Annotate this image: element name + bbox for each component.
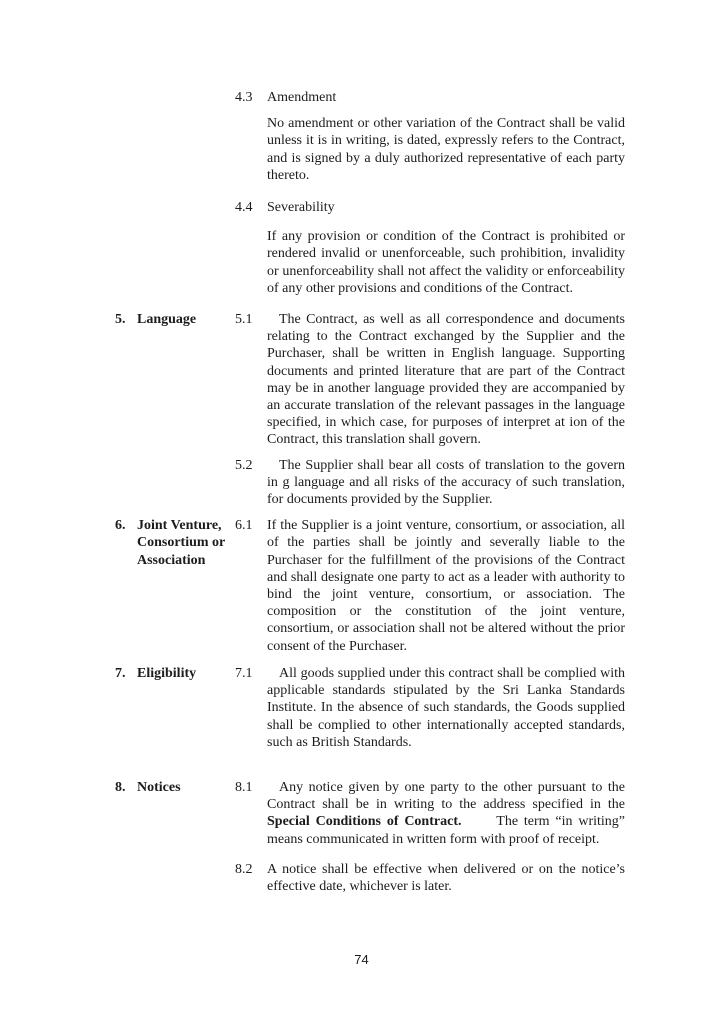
clause-number: 8.2 [235,861,253,877]
clause-number: 6.1 [235,518,253,534]
clause-number: 5.1 [235,312,253,328]
section-row-language [115,311,627,449]
clause-number: 4.3 [235,90,253,105]
clause-paragraph-row [115,861,627,895]
section-number: 6. [115,518,126,534]
section-number: 5. [115,312,126,328]
clause-text-rich [267,779,625,848]
clause-text: The Supplier shall bear all costs of translation to the govern in g language and all risks of the accuracy of such translation, for documents provided by the Supplier. [267,457,625,508]
clause-heading-row [115,89,627,106]
section-title: Eligibility [137,665,197,681]
section-title: Notices [137,779,181,795]
clause-number: 8.1 [235,779,253,795]
clause-text: If the Supplier is a joint venture, consortium, or association, all of the parties shall be jointly and severally liable to the Purchaser for the fulfillment of the provisions of the Contract and shall designate one party to act as a leader with authority to bind the joint venture, consortium, or association. The composition or the constitution of the joint venture, consortium, or association shall not be altered without the prior consent of the Purchaser. [267,518,625,654]
clause-text-post: The term “in writing” means communicated in written form with proof of receipt. [267,814,625,847]
clause-text: A notice shall be effective when delivered or on the notice’s effective date, whichever is later. [267,861,625,894]
section-title: Joint Venture, Consortium or Association [137,518,226,568]
section-row-notices [115,779,627,848]
page-number: 74 [354,952,369,967]
section-label-col [115,311,235,328]
clause-paragraph-row [115,457,627,509]
clause-number: 7.1 [235,665,253,681]
section-number: 8. [115,779,126,795]
section-label-col [115,517,235,569]
clause-text: No amendment or other variation of the Contract shall be valid unless it is in writing, is dated, expressly refers to the Contract, and is signed by a duly authorized representative of each party thereto. [267,116,625,183]
section-number: 7. [115,665,126,681]
clause-text: If any provision or condition of the Contract is prohibited or rendered invalid or unenforceable, such prohibition, invalidity or unenforceability shall not affect the validity or enforceability of any other provisions and conditions of the Contract. [267,229,625,296]
clause-heading: Amendment [267,90,337,105]
page-content [115,89,627,895]
clause-heading: Severability [267,200,335,216]
section-title: Language [137,312,197,328]
clause-paragraph-row [115,228,627,297]
section-label-col [115,779,235,796]
clause-text: All goods supplied under this contract shall be complied with applicable standards stipulated by the Sri Lanka Standards Institute. In the absence of such standards, the Goods supplied shall be complied to other internationally accepted standards, such as British Standards. [267,665,625,750]
clause-text: The Contract, as well as all correspondence and documents relating to the Contract exchanged by the Supplier and the Purchaser, shall be written in English language. Supporting documents and printed literature that are part of the Contract may be in another language provided they are accompanied by an accurate translation of the relevant passages in the language specified, in which case, for purposes of interpret at ion of the Contract, this translation shall govern. [267,312,625,448]
clause-number: 5.2 [235,457,253,473]
section-label-col [115,665,235,682]
clause-paragraph-row [115,115,627,184]
section-row-joint-venture [115,517,627,655]
clause-number: 4.4 [235,200,253,216]
clause-heading-row [115,199,627,216]
section-row-eligibility [115,665,627,751]
clause-text-bold: Special Conditions of Contract. [267,814,462,830]
clause-text-pre: Any notice given by one party to the other pursuant to the Contract shall be in writing to the address specified in the [267,779,625,813]
